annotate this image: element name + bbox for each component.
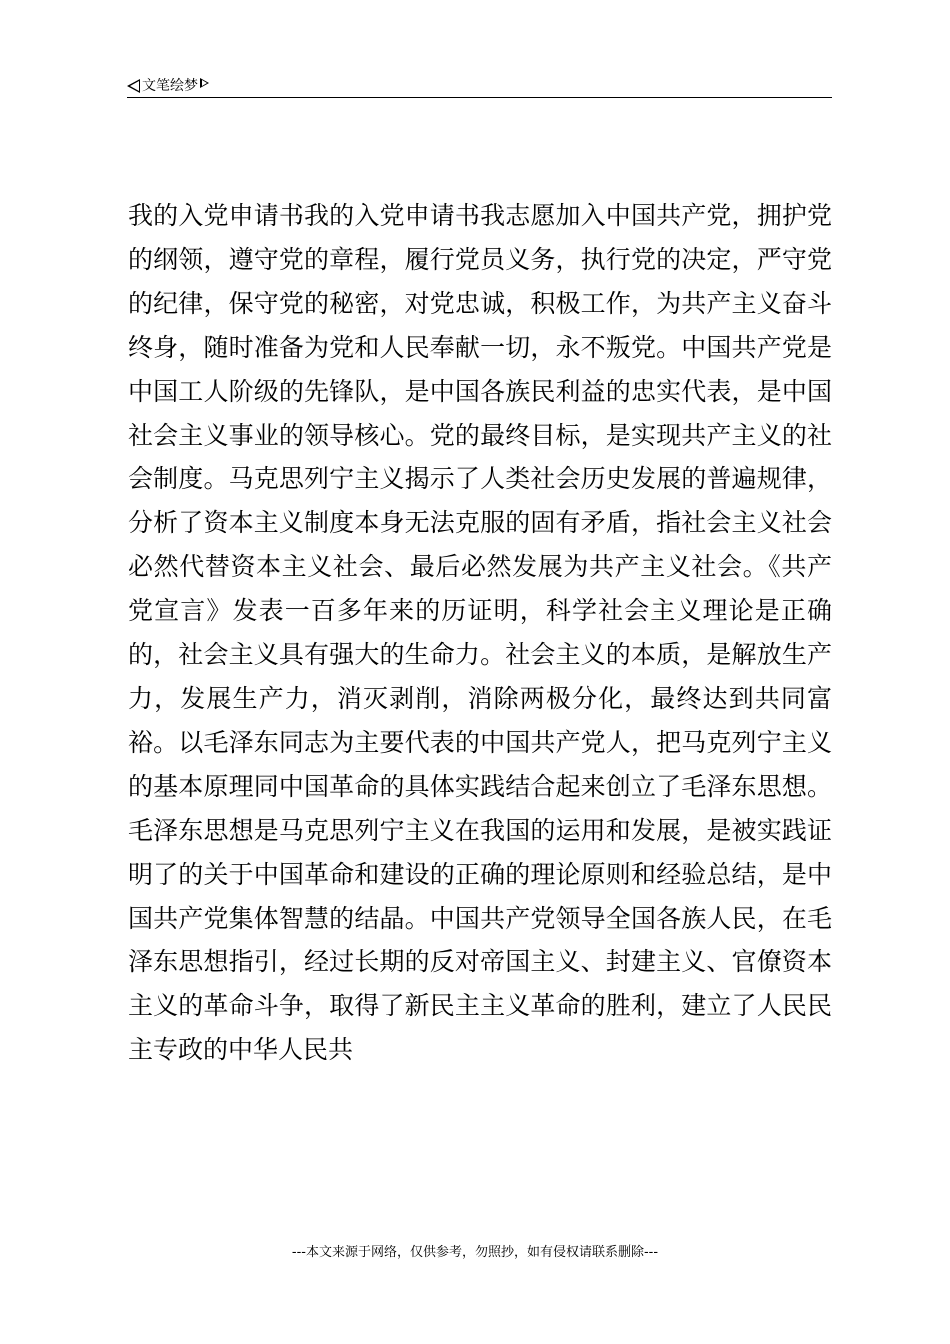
page-header — [127, 76, 209, 96]
right-triangle-icon — [200, 78, 209, 88]
page-footer: ---本文来源于网络，仅供参考，勿照抄，如有侵权请联系删除--- — [291, 1245, 659, 1260]
left-triangle-icon — [127, 79, 140, 93]
header-title: 文笔绘梦 — [142, 78, 198, 94]
document-body-text: 我的入党申请书我的入党申请书我志愿加入中国共产党，拥护党的纲领，遵守党的章程，履行党员义务，执行党的决定，严守党的纪律，保守党的秘密，对党忠诚，积极工作，为共产主义奋斗终身，随时准备为党和人民奉献一切，永不叛党。中国共产党是中国工人阶级的先锋队，是中国各族民利益的忠实代表，是中国社会主义事业的领导核心。党的最终目标，是实现共产主义的社会制度。马克思列宁主义揭示了人类社会历史发展的普遍规律，分析了资本主义制度本身无法克服的固有矛盾，指社会主义社会必然代替资本主义社会、最后必然发展为共产主义社会。《共产党宣言》发表一百多年来的历证明，科学社会主义理论是正确的，社会主义具有强大的生命力。社会主义的本质，是解放生产力，发展生产力，消灭剥削，消除两极分化，最终达到共同富裕。以毛泽东同志为主要代表的中国共产党人，把马克列宁主义的基本原理同中国革命的具体实践结合起来创立了毛泽东思想。毛泽东思想是马克思列宁主义在我国的运用和发展，是被实践证明了的关于中国革命和建设的正确的理论原则和经验总结，是中国共产党集体智慧的结晶。中国共产党领导全国各族人民，在毛泽东思想指引，经过长期的反对帝国主义、封建主义、官僚资本主义的革命斗争，取得了新民主主义革命的胜利，建立了人民民主专政的中华人民共 — [128, 201, 832, 1065]
header-divider — [127, 97, 832, 98]
